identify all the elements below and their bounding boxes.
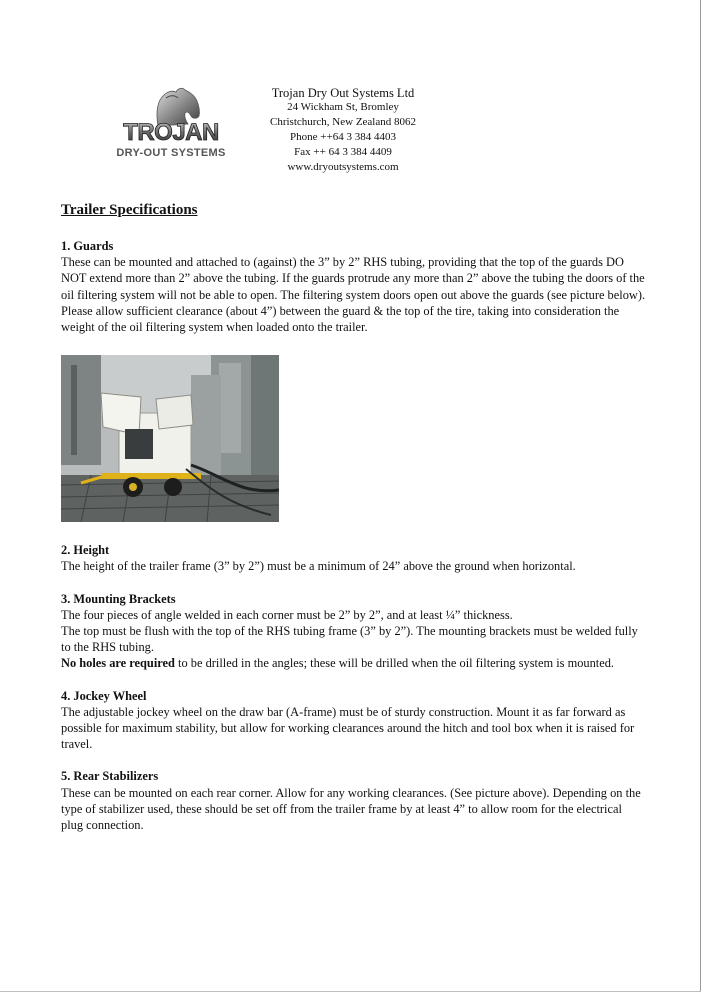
company-city: Christchurch, New Zealand 8062 (269, 116, 416, 128)
section-heading-guards: 1. Guards (61, 239, 114, 253)
company-name: Trojan Dry Out Systems Ltd (271, 86, 415, 100)
guards-paragraph-1: These can be mounted and attached to (against) the 3” by 2” RHS tubing, providing that the top of the guards DO NOT extend more than 2” above the tubing. If the guards protrude any more than 2” above the tubing the doors of the oil filtering system will not be able to open. The filtering system doors open out above the guards (see picture below). (61, 255, 646, 302)
company-fax: Fax ++ 64 3 384 4409 (294, 146, 392, 158)
section-heading-rear-stabilizers: 5. Rear Stabilizers (61, 769, 159, 784)
company-website[interactable]: www.dryoutsystems.com (287, 161, 399, 173)
section-heading-jockey-wheel: 4. Jockey Wheel (61, 688, 147, 703)
svg-text:TROJAN: TROJAN (123, 119, 219, 146)
company-phone: Phone ++64 3 384 4403 (290, 131, 396, 143)
section-heading-mounting-brackets: 3. Mounting Brackets (61, 591, 176, 606)
trojan-logo (106, 86, 236, 164)
brackets-paragraph-1: The four pieces of angle welded in each corner must be 2” by 2”, and at least ¼” thickness. (61, 607, 513, 622)
height-paragraph: The height of the trailer frame (3” by 2”) must be a minimum of 24” above the ground when horizontal. (61, 559, 576, 574)
svg-text:DRY-OUT SYSTEMS: DRY-OUT SYSTEMS (116, 147, 226, 159)
trailer-photo (61, 355, 279, 522)
logo-wordmark (116, 119, 225, 159)
brackets-paragraph-3 (61, 655, 646, 671)
section-heading-height: 2. Height (61, 543, 110, 558)
jockey-paragraph: The adjustable jockey wheel on the draw bar (A-frame) must be of sturdy construction. Mount it as far forward as possible for maximum stability, but allow for working clearances around the hitch and tool box when it is raised for travel. (61, 704, 635, 752)
stabilizers-paragraph: These can be mounted on each rear corner. Allow for any working clearances. (See picture above). Depending on the type of stabilizer used, these should be set off from the trailer frame by at least 4” to allow room for the electrical plug connection. (61, 785, 641, 833)
no-holes-emphasis: No holes are required (61, 656, 175, 671)
document-title: Trailer Specifications (61, 202, 198, 218)
company-address-block (258, 86, 428, 175)
brackets-paragraph-3-rest: to be drilled in the angles; these will be drilled when the oil filtering system is mounted. (174, 656, 615, 671)
company-street: 24 Wickham St, Bromley (287, 101, 399, 113)
guards-paragraph-2: Please allow sufficient clearance (about 4”) between the guard & the top of the tire, taking into consideration the weight of the oil filtering system when loaded onto the trailer. (61, 303, 620, 335)
brackets-paragraph-2: The top must be flush with the top of the RHS tubing frame (3” by 2”). The mounting brackets must be welded fully to the RHS tubing. (61, 624, 638, 655)
document-body (61, 201, 646, 833)
